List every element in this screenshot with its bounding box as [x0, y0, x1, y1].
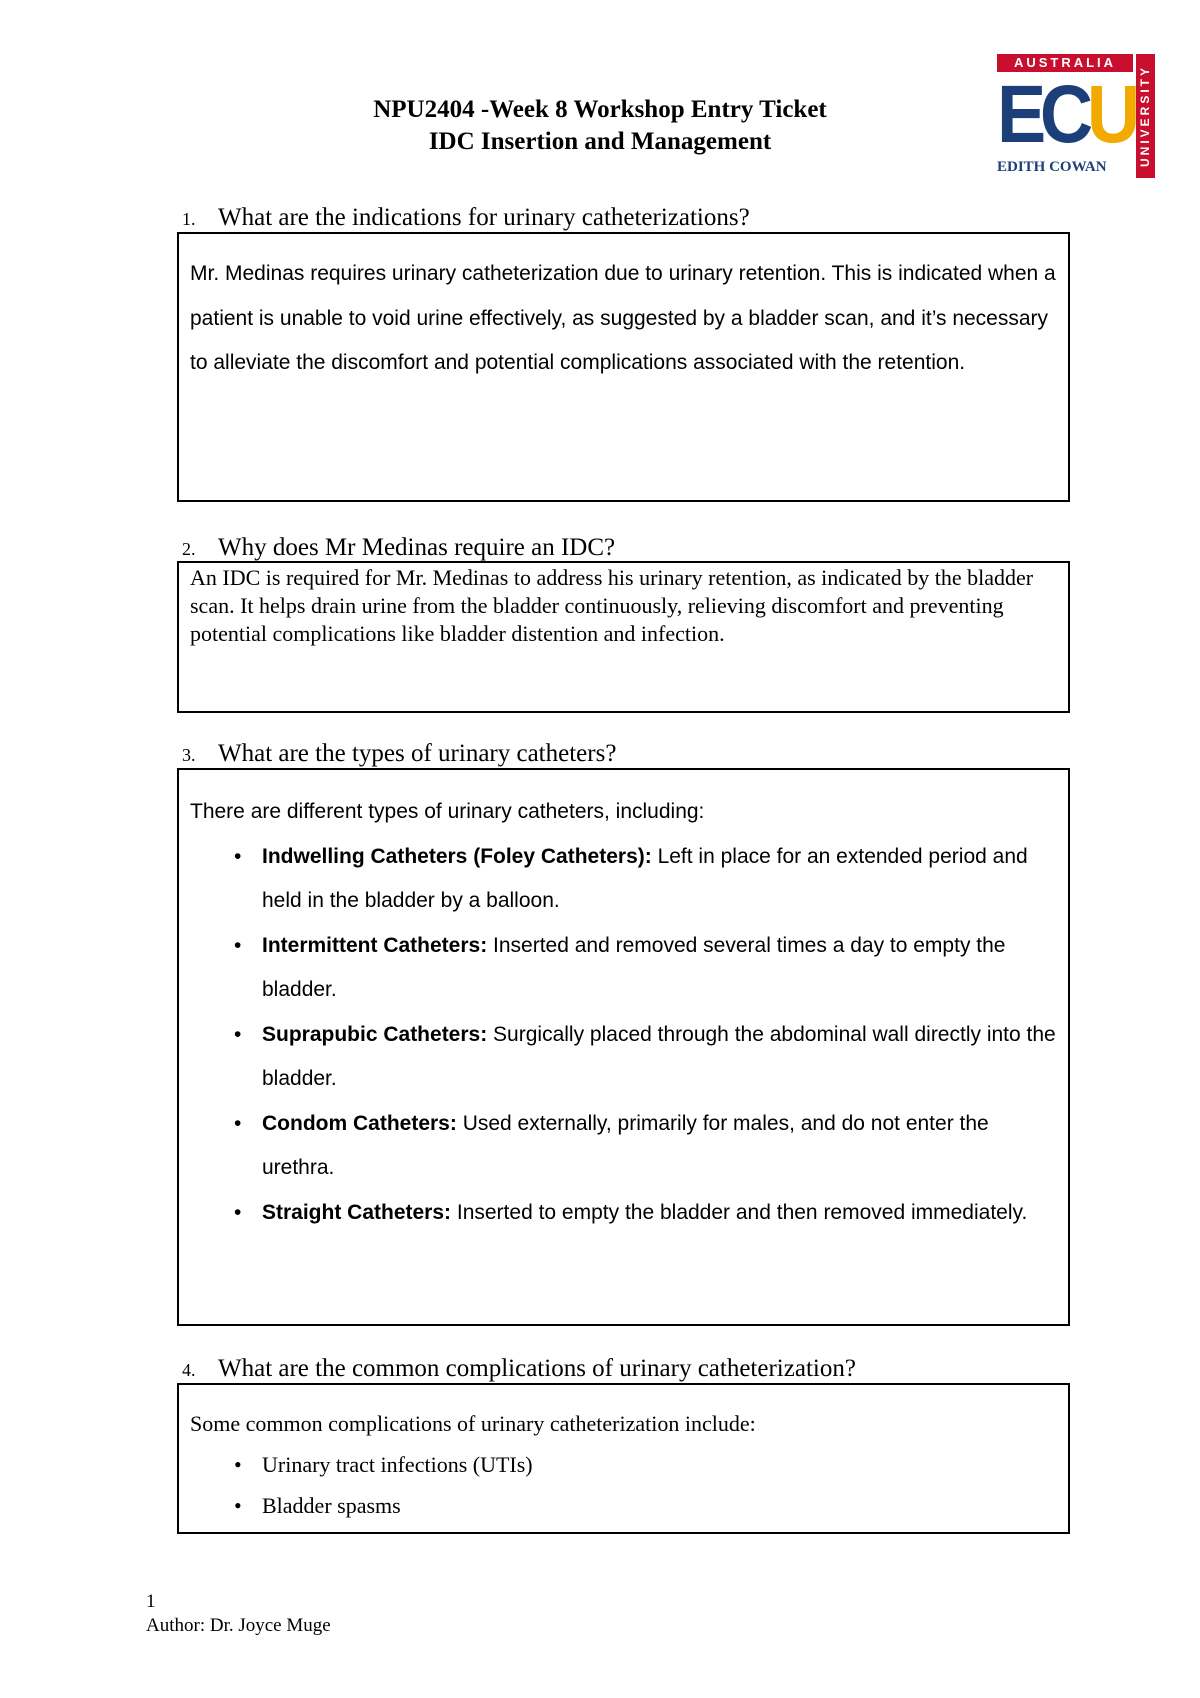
question-2-text: Why does Mr Medinas require an IDC? [218, 534, 616, 561]
list-item-term: Suprapubic Catheters: [262, 1022, 488, 1046]
question-2-number: 2. [182, 539, 196, 559]
list-item-term: Intermittent Catheters: [262, 933, 488, 957]
ecu-logo [997, 54, 1155, 178]
answer-2-text: An IDC is required for Mr. Medinas to address his urinary retention, as indicated by the bladder scan. It helps drain urine from the bladder continuously, relieving discomfort and preventing potential complications like bladder distention and infection. [190, 565, 1034, 646]
answer-box-1 [177, 232, 1070, 502]
logo-country-text: AUSTRALIA [997, 54, 1133, 72]
answer-1-text: Mr. Medinas requires urinary catheterization due to urinary retention. This is indicated when a patient is unable to void urine effectively, as suggested by a bladder scan, and it’s necessary to alleviate the discomfort and potential complications associated with the retention. [190, 262, 1056, 374]
question-4-text: What are the common complications of urinary catheterization? [218, 1355, 856, 1382]
list-item [190, 924, 1058, 1013]
list-item-term: Condom Catheters: [262, 1111, 457, 1135]
answer-box-4 [177, 1383, 1070, 1534]
list-item [190, 1013, 1058, 1102]
document-subtitle: IDC Insertion and Management [428, 128, 772, 155]
list-item-term: Indwelling Catheters (Foley Catheters): [262, 844, 652, 868]
list-item-term: Straight Catheters: [262, 1200, 452, 1224]
logo-name-text: EDITH COWAN [997, 159, 1107, 175]
list-item [190, 1191, 1058, 1236]
list-item-desc: Left in place for an extended period and held in the bladder by a balloon. [262, 844, 1028, 912]
list-item-desc: Surgically placed through the abdominal wall directly into the bladder. [262, 1022, 1056, 1090]
answer-box-2 [177, 561, 1070, 713]
question-3 [182, 739, 616, 770]
answer-3-intro: There are different types of urinary catheters, including: [190, 800, 705, 823]
question-3-number: 3. [182, 745, 196, 765]
document-title: NPU2404 -Week 8 Workshop Entry Ticket [373, 96, 827, 123]
list-item: • Bladder spasms [190, 1485, 1058, 1526]
question-4-number: 4. [182, 1360, 196, 1380]
catheter-types-list [190, 835, 1058, 1236]
question-1-number: 1. [182, 209, 196, 229]
answer-box-3 [177, 768, 1070, 1326]
list-item-desc: Inserted and removed several times a day to empty the bladder. [262, 933, 1006, 1001]
logo-mark-ec: EC [997, 69, 1087, 160]
list-item: • Urinary tract infections (UTIs) [190, 1444, 1058, 1485]
list-item [190, 1102, 1058, 1191]
answer-4-intro: Some common complications of urinary catheterization include: [190, 1411, 756, 1436]
question-1 [182, 203, 750, 234]
question-1-text: What are the indications for urinary catheterizations? [218, 204, 750, 231]
complications-list [190, 1444, 1058, 1526]
author-line: Author: Dr. Joyce Muge [146, 1615, 331, 1636]
list-item [190, 835, 1058, 924]
list-item-desc: Inserted to empty the bladder and then removed immediately. [451, 1200, 1028, 1224]
logo-mark [997, 69, 1134, 160]
page-number: 1 [146, 1591, 156, 1612]
question-3-text: What are the types of urinary catheters? [218, 740, 617, 767]
question-2 [182, 533, 615, 564]
list-item-desc: Used externally, primarily for males, and do not enter the urethra. [262, 1111, 989, 1179]
logo-mark-u: U [1086, 69, 1134, 160]
question-4 [182, 1354, 856, 1385]
logo-side-text: UNIVERSITY [1136, 54, 1155, 178]
